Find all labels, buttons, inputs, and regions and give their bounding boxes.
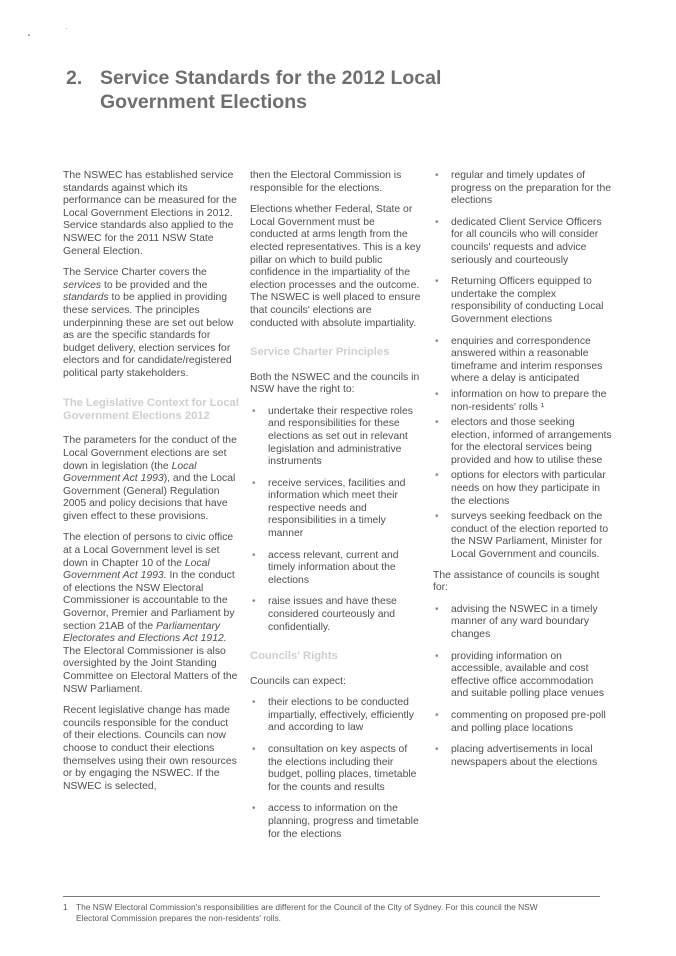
- list-item: [433, 389, 613, 414]
- text-run: In the conduct of elections the NSW Electoral Commissioner is accountable to the Governor, Premier and Parliament by section 21AB of the: [63, 570, 235, 632]
- list-item: [250, 478, 422, 541]
- list-item-text: Returning Officers equipped to undertake the complex responsibility of conducting Local Government elections: [451, 276, 604, 325]
- bullet-icon: •: [435, 276, 439, 288]
- column-left: [63, 170, 239, 802]
- section-title-line1: Service Standards for the 2012 Local: [100, 67, 442, 89]
- list-item-text: options for electors with particular needs on how they participate in the elections: [451, 470, 606, 507]
- text-run: The election of persons to civic office at a Local Government level is set down in Chapter 10 of the: [63, 532, 234, 569]
- list-item-text: surveys seeking feedback on the conduct of the election reported to the NSW Parliament, Minister for Local Government and councils.: [451, 511, 609, 561]
- list-item-text: consultation on key aspects of the elections including their budget, polling places, timetable for the counts and results: [268, 744, 417, 793]
- list-item: [433, 511, 613, 561]
- footnote-line2: Electoral Commission prepares the non-residents' rolls.: [76, 913, 282, 923]
- intro-paragraph: The NSWEC has established service standards against which its performance can be measured for the Local Government Elections in 2012. Service standards also applied to the NSWEC for the 2011 NSW State General Election.: [63, 170, 237, 257]
- list-item: [433, 336, 613, 386]
- list-item: [250, 744, 422, 794]
- footnote: [63, 902, 603, 924]
- text-run-italic: services: [63, 279, 102, 291]
- list-item-text: information on how to prepare the non-residents' rolls ¹: [451, 388, 607, 413]
- list-item-text: enquiries and correspondence answered within a reasonable timeframe and interim responses where a delay is anticipated: [451, 335, 603, 385]
- councils-expect-intro: Councils can expect:: [250, 675, 346, 687]
- list-item: [433, 710, 613, 735]
- footnote-number: 1: [63, 902, 68, 912]
- text-run: The Service Charter covers the: [63, 267, 207, 279]
- legislative-change-paragraph: Recent legislative change has made councils responsible for the conduct of their elections. Councils can now choose to conduct their elections themselves using their own resources or by engaging the NSWEC. If the NSWEC is selected,: [63, 705, 237, 792]
- list-item-text: raise issues and have these considered courteously and confidentially.: [268, 596, 397, 633]
- text-run: to be provided and the: [101, 279, 208, 291]
- bullet-icon: •: [435, 170, 439, 181]
- councils-rights-heading: Councils' Rights: [250, 650, 338, 663]
- bullet-icon: •: [435, 335, 439, 347]
- continuation-paragraph: then the Electoral Commission is responsible for the elections.: [250, 170, 402, 194]
- bullet-icon: •: [252, 697, 256, 709]
- councils-expect-list: [250, 697, 422, 841]
- text-run-italic: standards: [63, 292, 109, 304]
- bullet-icon: •: [435, 709, 439, 721]
- list-item-text: regular and timely updates of progress on the preparation for the elections: [451, 170, 611, 207]
- list-item: [250, 406, 422, 469]
- bullet-icon: •: [435, 216, 439, 228]
- text-run-italic: Parliamentary Electorates and Elections Act 1912.: [63, 620, 227, 645]
- text-run-italic: Local Government Act 1993.: [63, 557, 210, 582]
- list-item: [433, 744, 613, 769]
- section-number: 2.: [66, 67, 83, 89]
- footnote-line1: The NSW Electoral Commission's responsibilities are different for the Council of the City of Sydney. For this council the NSW: [76, 902, 538, 912]
- parameters-paragraph: [63, 435, 239, 523]
- list-item-text: electors and those seeking election, informed of arrangements for the electoral services being provided and how to utilise these: [451, 417, 612, 466]
- legislative-context-heading: The Legislative Context for Local Government Elections 2012: [63, 396, 239, 422]
- councils-expect-list-tight: [433, 336, 613, 562]
- list-item-text: advising the NSWEC in a timely manner of any ward boundary changes: [451, 603, 598, 640]
- text-run: The Electoral Commissioner is also oversighted by the Joint Standing Committee on Electoral Matters of the NSW Parliament.: [63, 645, 238, 695]
- list-item-text: placing advertisements in local newspapers about the elections: [451, 744, 598, 768]
- bullet-icon: •: [252, 477, 256, 489]
- bullet-icon: •: [252, 596, 256, 608]
- list-item: [250, 803, 422, 841]
- assistance-intro: The assistance of councils is sought for:: [433, 569, 600, 594]
- bullet-icon: •: [435, 650, 439, 662]
- bullet-icon: •: [435, 417, 439, 429]
- list-item: [433, 217, 613, 267]
- text-run: The parameters for the conduct of the Local Government elections are set down in legislation (the: [63, 435, 237, 472]
- list-item: [433, 170, 613, 208]
- impartiality-paragraph: Elections whether Federal, State or Local Government must be conducted at arms length from the elected representatives. This is a key pillar on which to build public confidence in the impartiality of the election processes and the outcome. The NSWEC is well placed to ensure that councils' elections are conducted with absolute impartiality.: [250, 204, 421, 329]
- column-middle: [250, 170, 422, 850]
- text-run: ), and the Local Government (General) Regulation 2005 and policy decisions that have given effect to these provisions.: [63, 473, 236, 522]
- bullet-icon: •: [252, 405, 256, 417]
- list-item-text: receive services, facilities and information which meet their respective needs and responsibilities in a timely manner: [268, 477, 406, 540]
- column-right: [433, 170, 613, 778]
- list-item-text: their elections to be conducted impartially, effectively, efficiently and according to law: [268, 697, 414, 734]
- list-item-text: undertake their respective roles and responsibilities for these elections as set out in relevant legislation and administrative instruments: [268, 405, 413, 468]
- bullet-icon: •: [435, 511, 439, 523]
- list-item: [433, 417, 613, 467]
- list-item-text: dedicated Client Service Officers for all councils who will consider councils' requests and advice seriously and courteously: [451, 216, 602, 266]
- rights-list: [250, 406, 422, 635]
- list-item: [433, 276, 613, 326]
- service-charter-paragraph: [63, 267, 239, 380]
- list-item: [433, 470, 613, 508]
- list-item-text: access relevant, current and timely information about the elections: [268, 549, 399, 586]
- bullet-icon: •: [252, 549, 256, 561]
- list-item: [250, 550, 422, 588]
- bullet-icon: •: [435, 744, 439, 756]
- councils-expect-list-continued: [433, 170, 613, 327]
- scan-speck: [66, 28, 67, 29]
- bullet-icon: •: [252, 744, 256, 755]
- list-item: [250, 596, 422, 634]
- list-item: [433, 651, 613, 701]
- list-item-text: access to information on the planning, progress and timetable for the elections: [268, 803, 419, 840]
- scan-speck: [28, 34, 30, 36]
- section-heading: [66, 66, 606, 114]
- bullet-icon: •: [252, 803, 256, 815]
- bullet-icon: •: [435, 470, 439, 482]
- text-run: to be applied in providing these services. The principles underpinning these are set out below as are the specific standards for budget delivery, election services for electors and for candidate/registered political party stakeholders.: [63, 292, 234, 379]
- assistance-list: [433, 604, 613, 770]
- bullet-icon: •: [435, 388, 439, 400]
- text-run-italic: Local Government Act 1993: [63, 460, 197, 485]
- list-item-text: commenting on proposed pre-poll and polling place locations: [451, 709, 606, 734]
- section-title-line2: Government Elections: [100, 91, 307, 113]
- list-item: [433, 604, 613, 642]
- list-item: [250, 697, 422, 735]
- bullet-icon: •: [435, 603, 439, 615]
- list-item-text: providing information on accessible, available and cost effective office accommodation and suitable polling place venues: [451, 650, 605, 700]
- rights-intro: Both the NSWEC and the councils in NSW have the right to:: [250, 371, 420, 396]
- service-charter-principles-heading: Service Charter Principles: [250, 346, 390, 359]
- footnote-divider: [63, 896, 600, 897]
- civic-office-paragraph: [63, 532, 239, 696]
